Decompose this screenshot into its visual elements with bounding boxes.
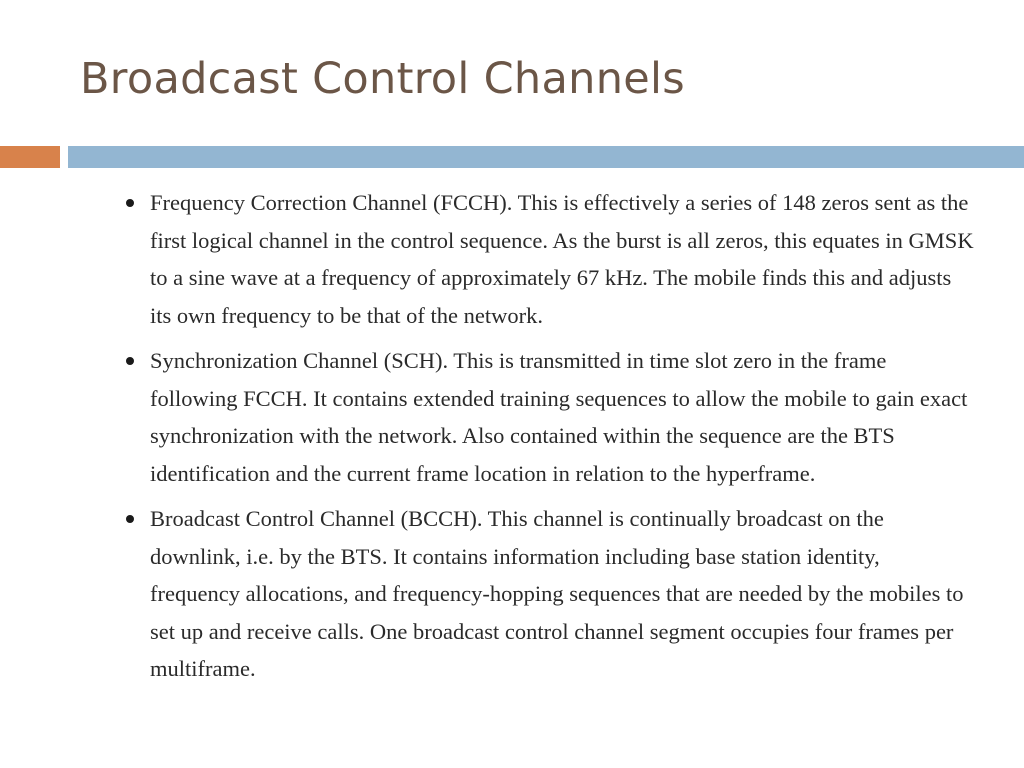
bullet-text: Broadcast Control Channel (BCCH). This channel is continually broadcast on the downlink, i.e. by the BTS. It contains information including base station identity, frequency allocations, and frequency-hopping sequences that are needed by the mobiles to set up and receive calls. One broadcast control channel segment occupies four frames per multiframe. xyxy=(150,506,964,681)
bullet-item-sch xyxy=(122,342,974,492)
bullet-list xyxy=(122,184,974,696)
slide-title: Broadcast Control Channels xyxy=(80,54,685,104)
bullet-dot-icon xyxy=(126,199,134,207)
bullet-text: Frequency Correction Channel (FCCH). This is effectively a series of 148 zeros sent as the first logical channel in the control sequence. As the burst is all zeros, this equates in GMSK to a sine wave at a frequency of approximately 67 kHz. The mobile finds this and adjusts its own frequency to be that of the network. xyxy=(150,190,974,328)
accent-bar-blue xyxy=(68,146,1024,168)
bullet-dot-icon xyxy=(126,515,134,523)
bullet-item-bcch xyxy=(122,500,974,688)
bullet-dot-icon xyxy=(126,357,134,365)
bullet-item-fcch xyxy=(122,184,974,334)
bullet-text: Synchronization Channel (SCH). This is transmitted in time slot zero in the frame following FCCH. It contains extended training sequences to allow the mobile to gain exact synchronization with the network. Also contained within the sequence are the BTS identification and the current frame location in relation to the hyperframe. xyxy=(150,348,968,486)
accent-bar-orange xyxy=(0,146,60,168)
